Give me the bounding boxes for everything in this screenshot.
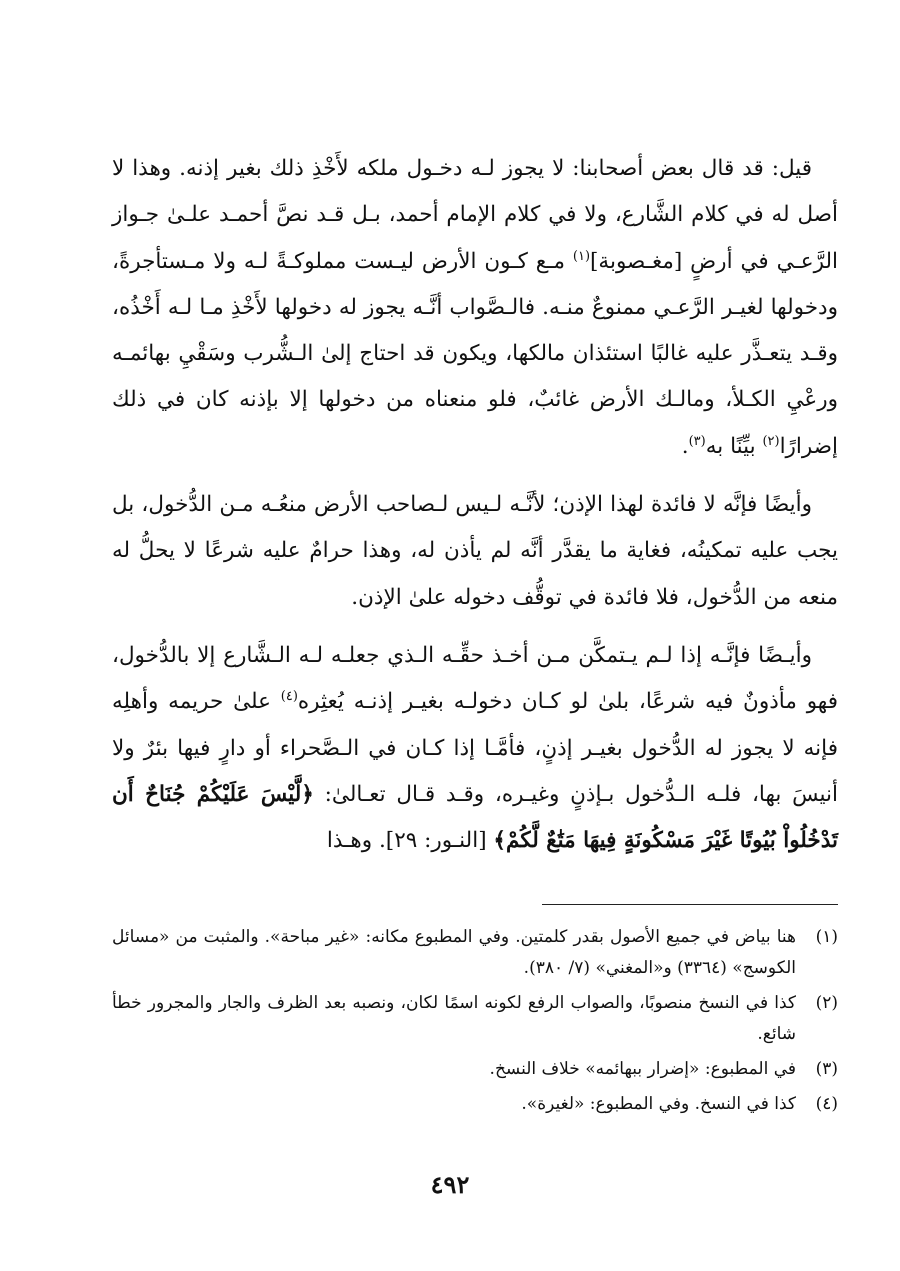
footnote-number: (٣)	[815, 1059, 838, 1079]
footnotes	[112, 922, 838, 1124]
footnote-text: في المطبوع: «إضرار ببهائمه» خلاف النسخ.	[489, 1059, 796, 1079]
footnote-number: (٤)	[815, 1094, 838, 1114]
paragraph-2	[112, 482, 838, 621]
footnote-ref-3[interactable]: (٣)	[688, 433, 706, 449]
footnote-3	[112, 1054, 838, 1085]
text-run: [النـور: ٢٩]. وهـذا	[326, 828, 494, 854]
footnote-ref-4[interactable]: (٤)	[280, 689, 298, 705]
paragraph-1	[112, 146, 838, 470]
text-run: وأيضًا فإنَّه لا فائدة لهذا الإذن؛ لأنَّـه لـيس لـصاحب الأرض منعُـه مـن الدُّخول، بل يجب عليه تمكينُه، فغاية ما يقدَّر أنَّه لم يأذن له، وهذا حرامٌ عليه شرعًا لا يحلُّ له منعه من الدُّخول، فلا فائدة في توقُّف دخوله علىٰ الإذن.	[112, 492, 838, 610]
paragraph-3	[112, 633, 838, 864]
page-number: ٤٩٢	[430, 1170, 470, 1199]
text-run: وأيـضًا فإنَّـه إذا لـم يـتمكَّن مـن أخـذ حقِّـه الـذي جعلـه لـه الـشَّارع إلا بالدُّخول، فهو مأذونٌ فيه شرعًا، بلىٰ لو كـان دخولـه بغيـر إذنـه يُعثِره	[112, 642, 838, 715]
text-run: بيِّنًا به	[705, 433, 763, 459]
footnote-1	[112, 922, 838, 984]
text-run: قيل: قد قال بعض أصحابنا: لا يجوز لـه دخـول ملكه لأَخْذِ ذلك بغير إذنه. وهذا لا أصل له في كلام الشَّارع، ولا في كلام الإمام أحمد، بـل قـد نصَّ أحمـد علـىٰ جـواز الرَّعـي في أرضٍ [مغـصوبة]	[112, 156, 838, 274]
footnote-text: كذا في النسخ. وفي المطبوع: «لغيرة».	[521, 1094, 796, 1114]
footnote-number: (١)	[815, 927, 838, 947]
footnote-ref-1[interactable]: (١)	[572, 248, 591, 264]
footnote-4	[112, 1089, 838, 1120]
footnote-text: هنا بياض في جميع الأصول بقدر كلمتين. وفي المطبوع مكانه: «غير مباحة». والمثبت من «مسائل الكوسج» (٣٣٦٤) و«المغني» (٧/ ٣٨٠).	[112, 927, 796, 978]
footnote-2	[112, 988, 838, 1050]
footnote-ref-2[interactable]: (٢)	[762, 433, 780, 449]
main-text-body	[112, 146, 838, 864]
footnote-text: كذا في النسخ منصوبًا، والصواب الرفع لكونه اسمًا لكان، ونصبه بعد الظرف والجار والمجرور خطأ شائع.	[112, 993, 796, 1044]
footnote-number: (٢)	[815, 993, 838, 1013]
text-run: علىٰ حريمه وأهلِه فإنه لا يجوز له الدُّخول بغيـر إذنٍ، فأمَّـا إذا كـان في الـصَّحراء أو دارٍ فيها بئرٌ ولا أنيسَ بها، فلـه الـدُّخول بـإذنٍ وغيـره، وقـد قـال تعـالىٰ:	[112, 689, 839, 807]
footnote-separator	[542, 904, 838, 905]
quran-verse: ﴿لَّيْسَ عَلَيْكُمْ جُنَاحٌ أَن تَدْخُلُواْ بُيُوتًا غَيْرَ مَسْكُونَةٍ فِيهَا مَتَٰعٌ لَّكُمْ﴾	[112, 781, 838, 854]
text-run: مـع كـون الأرض ليـست مملوكـةً لـه ولا مـستأجرةً، ودخولها لغيـر الرَّعـي ممنوعٌ منـه. فالـصَّواب أنَّـه يجوز له دخولها لأَخْذِ مـا لـه أَخْذُه، وقـد يتعـذَّر عليه غالبًا استئذان مالكها، ويكون قد احتاج إلىٰ الـشُّرب وسَقْيِ بهائمـه ورعْيِ الكـلأ، ومالـك الأرض غائبٌ، فلو منعناه من دخولها إلا بإذنه كان في ذلك إضرارًا	[112, 248, 838, 459]
text-run: .	[681, 433, 689, 459]
